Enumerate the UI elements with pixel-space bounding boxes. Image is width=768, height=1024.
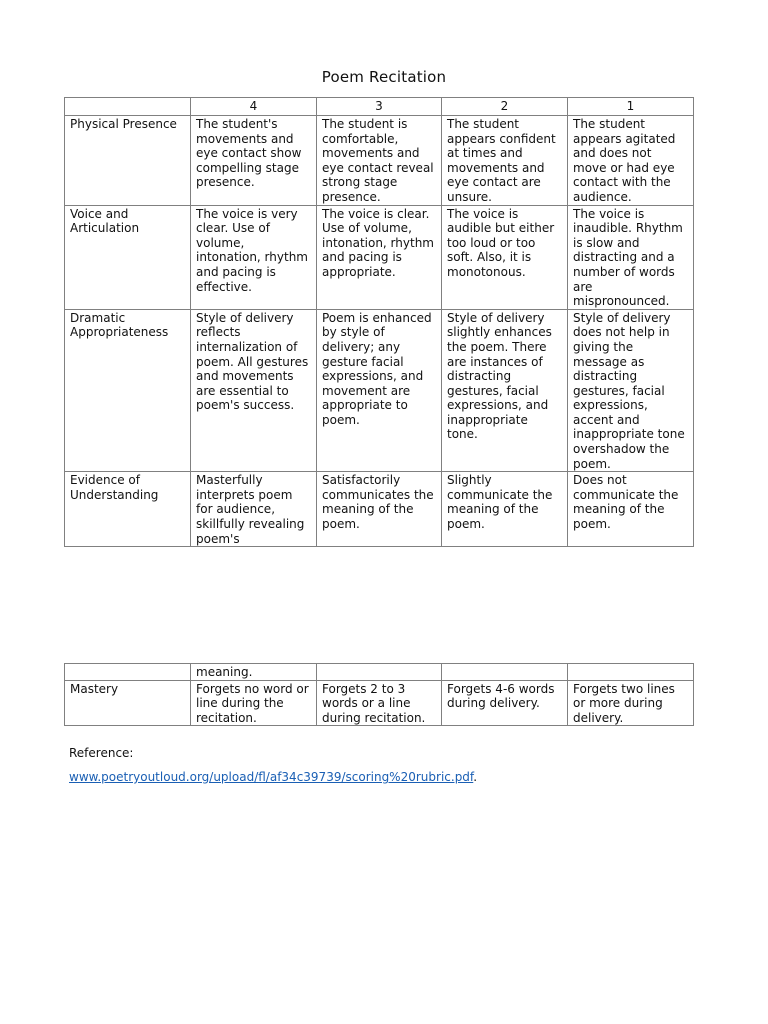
score-header-row [65,98,694,116]
criterion-label: Voice and Articulation [65,205,191,309]
rubric-cell: Forgets 2 to 3 words or a line during recitation. [317,680,442,726]
rubric-cell: The student appears confident at times and movements and eye contact are unsure. [442,116,568,206]
table-row [65,205,694,309]
rubric-cell: The student is comfortable, movements and eye contact reveal strong stage presence. [317,116,442,206]
continuation-row [65,664,694,681]
rubric-cell: Satisfactorily communicates the meaning of the poem. [317,472,442,547]
rubric-cell: Style of delivery reflects internalization of poem. All gestures and movements are essential to poem's success. [191,309,317,472]
rubric-table [64,97,694,547]
reference-link[interactable]: www.poetryoutloud.org/upload/fl/af34c39739/scoring%20rubric.pdf [69,770,474,784]
rubric-cell: Forgets two lines or more during delivery. [568,680,694,726]
reference-label: Reference: [69,746,134,760]
table-row [65,472,694,547]
table-row [65,116,694,206]
header-score-4: 4 [191,98,317,116]
criterion-label: Physical Presence [65,116,191,206]
criterion-label: Mastery [65,680,191,726]
continuation-cell [65,664,191,681]
rubric-cell: Does not communicate the meaning of the poem. [568,472,694,547]
reference-line [69,770,477,784]
rubric-cell: The student's movements and eye contact show compelling stage presence. [191,116,317,206]
rubric-cell: Style of delivery slightly enhances the poem. There are instances of distracting gestures, facial expressions, and inappropriate tone. [442,309,568,472]
continuation-cell: meaning. [191,664,317,681]
header-criterion-cell [65,98,191,116]
rubric-cell: The student appears agitated and does not move or had eye contact with the audience. [568,116,694,206]
rubric-cell: Forgets 4-6 words during delivery. [442,680,568,726]
rubric-cell: Forgets no word or line during the recitation. [191,680,317,726]
criterion-label: Evidence of Understanding [65,472,191,547]
rubric-cell: Style of delivery does not help in giving the message as distracting gestures, facial expressions, accent and inappropriate tone overshadow the poem. [568,309,694,472]
rubric-cell: Masterfully interprets poem for audience, skillfully revealing poem's [191,472,317,547]
document-title: Poem Recitation [321,68,447,86]
table-row [65,680,694,726]
table-row [65,309,694,472]
rubric-cell: The voice is very clear. Use of volume, intonation, rhythm and pacing is effective. [191,205,317,309]
rubric-cell: Poem is enhanced by style of delivery; any gesture facial expressions, and movement are appropriate to poem. [317,309,442,472]
rubric-cell: Slightly communicate the meaning of the poem. [442,472,568,547]
header-score-2: 2 [442,98,568,116]
criterion-label: Dramatic Appropriateness [65,309,191,472]
rubric-cell: The voice is clear. Use of volume, intonation, rhythm and pacing is appropriate. [317,205,442,309]
rubric-cell: The voice is inaudible. Rhythm is slow and distracting and a number of words are mispronounced. [568,205,694,309]
reference-trailing-period: . [473,770,478,784]
rubric-table-continued [64,663,694,726]
rubric-cell: The voice is audible but either too loud or too soft. Also, it is monotonous. [442,205,568,309]
continuation-cell [568,664,694,681]
header-score-1: 1 [568,98,694,116]
continuation-cell [442,664,568,681]
continuation-cell [317,664,442,681]
header-score-3: 3 [317,98,442,116]
